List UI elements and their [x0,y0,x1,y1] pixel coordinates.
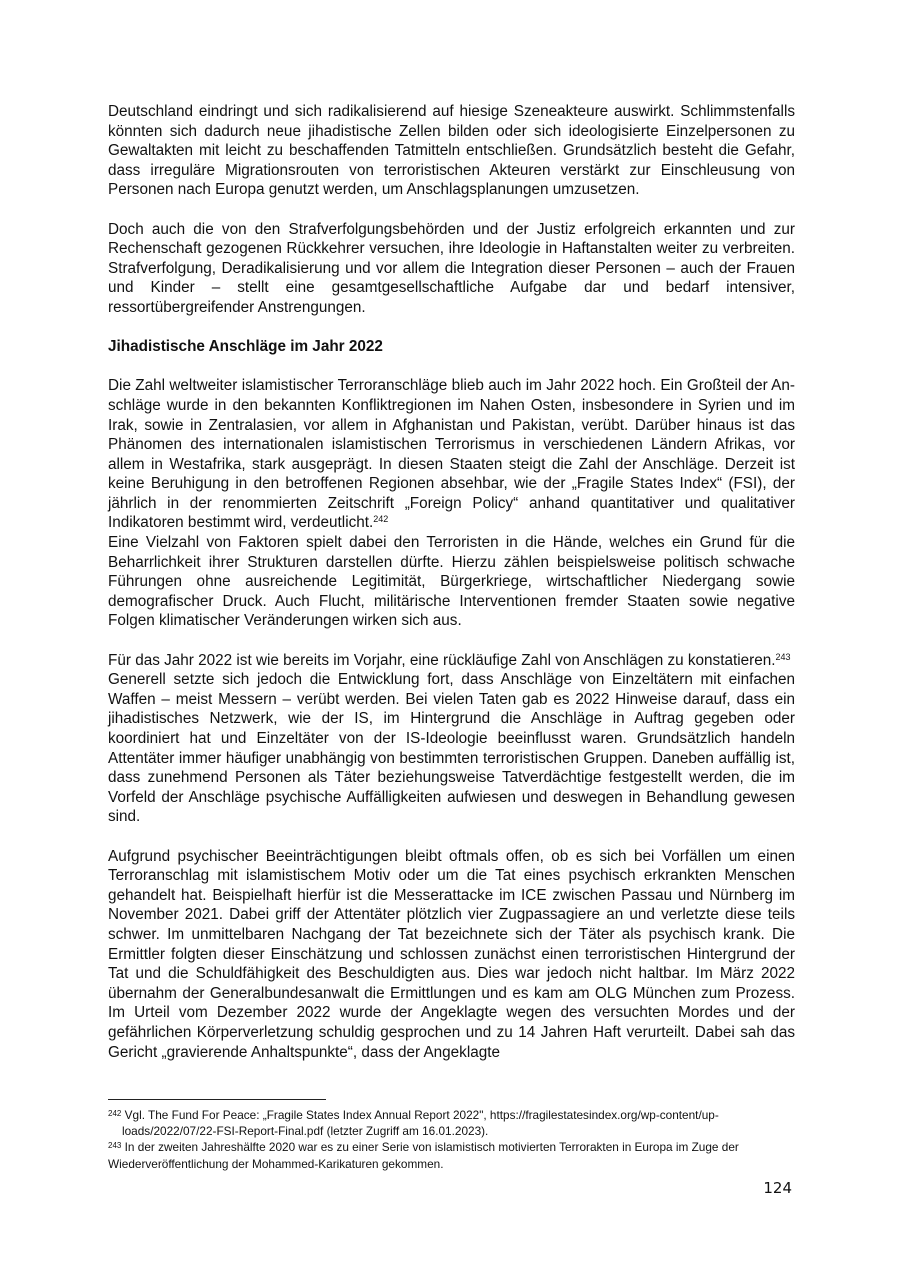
footnote-text-line2: loads/2022/07/22-FSI-Report-Final.pdf (letzter Zugriff am 16.01.2023). [122,1124,489,1139]
paragraph-global-attacks-text: Die Zahl weltweiter islamistischer Terroranschläge blieb auch im Jahr 2022 hoch. Ein Großteil der Anschläge wurde in den bekannten Konfliktregionen im Nahen Osten, insbesondere in Syrien und im Irak, sowie in Zentralasien, vor allem in Afghanistan und Pakistan, verübt. Darüber hinaus ist das Phänomen des internationalen islamistischen Terrorismus in verschiedenen Ländern Afrikas, vor allem in Westafrika, stark ausgeprägt. In diesen Staaten steigt die Zahl der Anschläge. Derzeit ist keine Beruhigung in den betroffenen Regionen absehbar, wie der „Fragile States Index“ (FSI), der jährlich in der renommierten Zeitschrift „Foreign Policy“ anhand quantitativer und qualitativer Indikatoren bestimmt wird, verdeutlicht. [108,377,795,532]
footnote-242 [108,1107,795,1139]
paragraph-returnees: Doch auch die von den Strafverfolgungsbehörden und der Justiz erfolgreich erkannten und zur Rechenschaft gezogenen Rückkehrer versuchen, ihre Ideologie in Haftanstalten weiter zu verbreiten. Strafverfolgung, Deradikalisierung und vor allem die Integration dieser Personen – auch der Frauen und Kinder – stellt eine gesamtgesellschaftliche Aufgabe dar und bedarf intensiver, ressortübergreifender Anstrengungen. [108,220,795,316]
footnote-243 [108,1139,795,1171]
footnote-number: 242 [108,1109,122,1118]
page-number: 124 [763,1179,792,1197]
paragraph-attack-trends-body: Generell setzte sich jedoch die Entwicklung fort, dass Anschläge von Einzeltätern mit einfachen Waffen – meist Messern – verübt werden. Bei vielen Taten gab es 2022 Hinweise darauf, dass ein jihadistisches Netzwerk, wie der IS, im Hintergrund die Anschläge in Auftrag gegeben oder koordiniert hat und Einzeltäter von der IS-Ideologie beeinflusst waren. Grundsätzlich handeln Attentäter immer häufiger unabhängig von bestimmten terroristischen Gruppen. Daneben auffällig ist, dass zunehmend Personen als Täter beziehungsweise Tatverdächtige festgestellt werden, die im Vorfeld der Anschläge psychische Auffälligkeiten aufwiesen und deswegen in Behandlung gewesen sind. [108,671,795,826]
footnote-text-line2: Wiederveröffentlichung der Mohammed-Karikaturen gekommen. [108,1156,444,1171]
section-heading: Jihadistische Anschläge im Jahr 2022 [108,338,383,356]
paragraph-attack-trends [108,651,795,827]
paragraph-global-attacks-continued: Eine Vielzahl von Faktoren spielt dabei den Terroristen in die Hände, welches ein Grund für die Beharrlichkeit ihrer Strukturen darstellen dürfte. Hierzu zählen beispielsweise politisch schwache Führungen ohne ausreichende Legitimität, Bürgerkriege, wirtschaftlicher Niedergang sowie demografischer Druck. Auch Flucht, militärische Interventionen fremder Staaten sowie negative Folgen klimatischer Veränderungen wirken sich aus. [108,534,795,630]
body-text [108,102,795,1082]
footnote-divider [108,1099,326,1100]
footnote-text-line1: In der zweiten Jahreshälfte 2020 war es zu einer Serie von islamistisch motivierten Terrorakten in Europa im Zuge der [124,1140,739,1155]
footnote-text-line1: Vgl. The Fund For Peace: „Fragile States Index Annual Report 2022", https://fragilestatesindex.org/wp-content/up- [124,1108,719,1122]
footnote-reference-242[interactable]: 242 [373,514,389,525]
paragraph-attack-trends-intro: Für das Jahr 2022 ist wie bereits im Vorjahr, eine rückläufige Zahl von Anschlägen zu konstatieren. [108,651,776,669]
footnote-number: 243 [108,1141,122,1151]
paragraph-psychological: Aufgrund psychischer Beeinträchtigungen bleibt oftmals offen, ob es sich bei Vorfällen um einen Terroranschlag mit islamistischem Motiv oder um die Tat eines psychisch erkrankten Menschen gehandelt hat. Beispielhaft hierfür ist die Messerattacke im ICE zwischen Passau und Nürnberg im November 2021. Dabei griff der Attentäter plötzlich vier Zugpassagiere an und verletzte diese teils schwer. Im unmittelbaren Nachgang der Tat bezeichnete sich der Täter als psychisch krank. Die Ermittler folgten dieser Einschätzung und schlossen zunächst einen terroristischen Hintergrund der Tat und die Schuldfähigkeit des Beschuldigten aus. Dies war jedoch nicht haltbar. Im März 2022 übernahm der Generalbundesanwalt die Ermittlungen und es kam am OLG München zum Prozess. Im Urteil vom Dezember 2022 wurde der Angeklagte wegen des versuchten Mordes und der gefährlichen Körperverletzung schuldig gesprochen und zu 14 Jahren Haft verurteilt. Dabei sah das Gericht „gravierende Anhaltspunkte“, dass der Angeklagte [108,847,795,1061]
paragraph-radicalization: Deutschland eindringt und sich radikalisierend auf hiesige Szeneakteure auswirkt. Schlimmstenfalls könnten sich dadurch neue jihadistische Zellen bilden oder sich ideologisierte Einzelpersonen zu Gewaltakten mit leicht zu beschaffenden Tatmitteln entschließen. Grundsätzlich besteht die Gefahr, dass irreguläre Migrationsrouten von terroristischen Akteuren verstärkt zur Einschleusung von Personen nach Europa genutzt werden, um Anschlagsplanungen umzusetzen. [108,103,795,199]
footnote-reference-243[interactable]: 243 [775,651,791,662]
paragraph-global-attacks [108,376,795,631]
footnotes [108,1107,795,1172]
